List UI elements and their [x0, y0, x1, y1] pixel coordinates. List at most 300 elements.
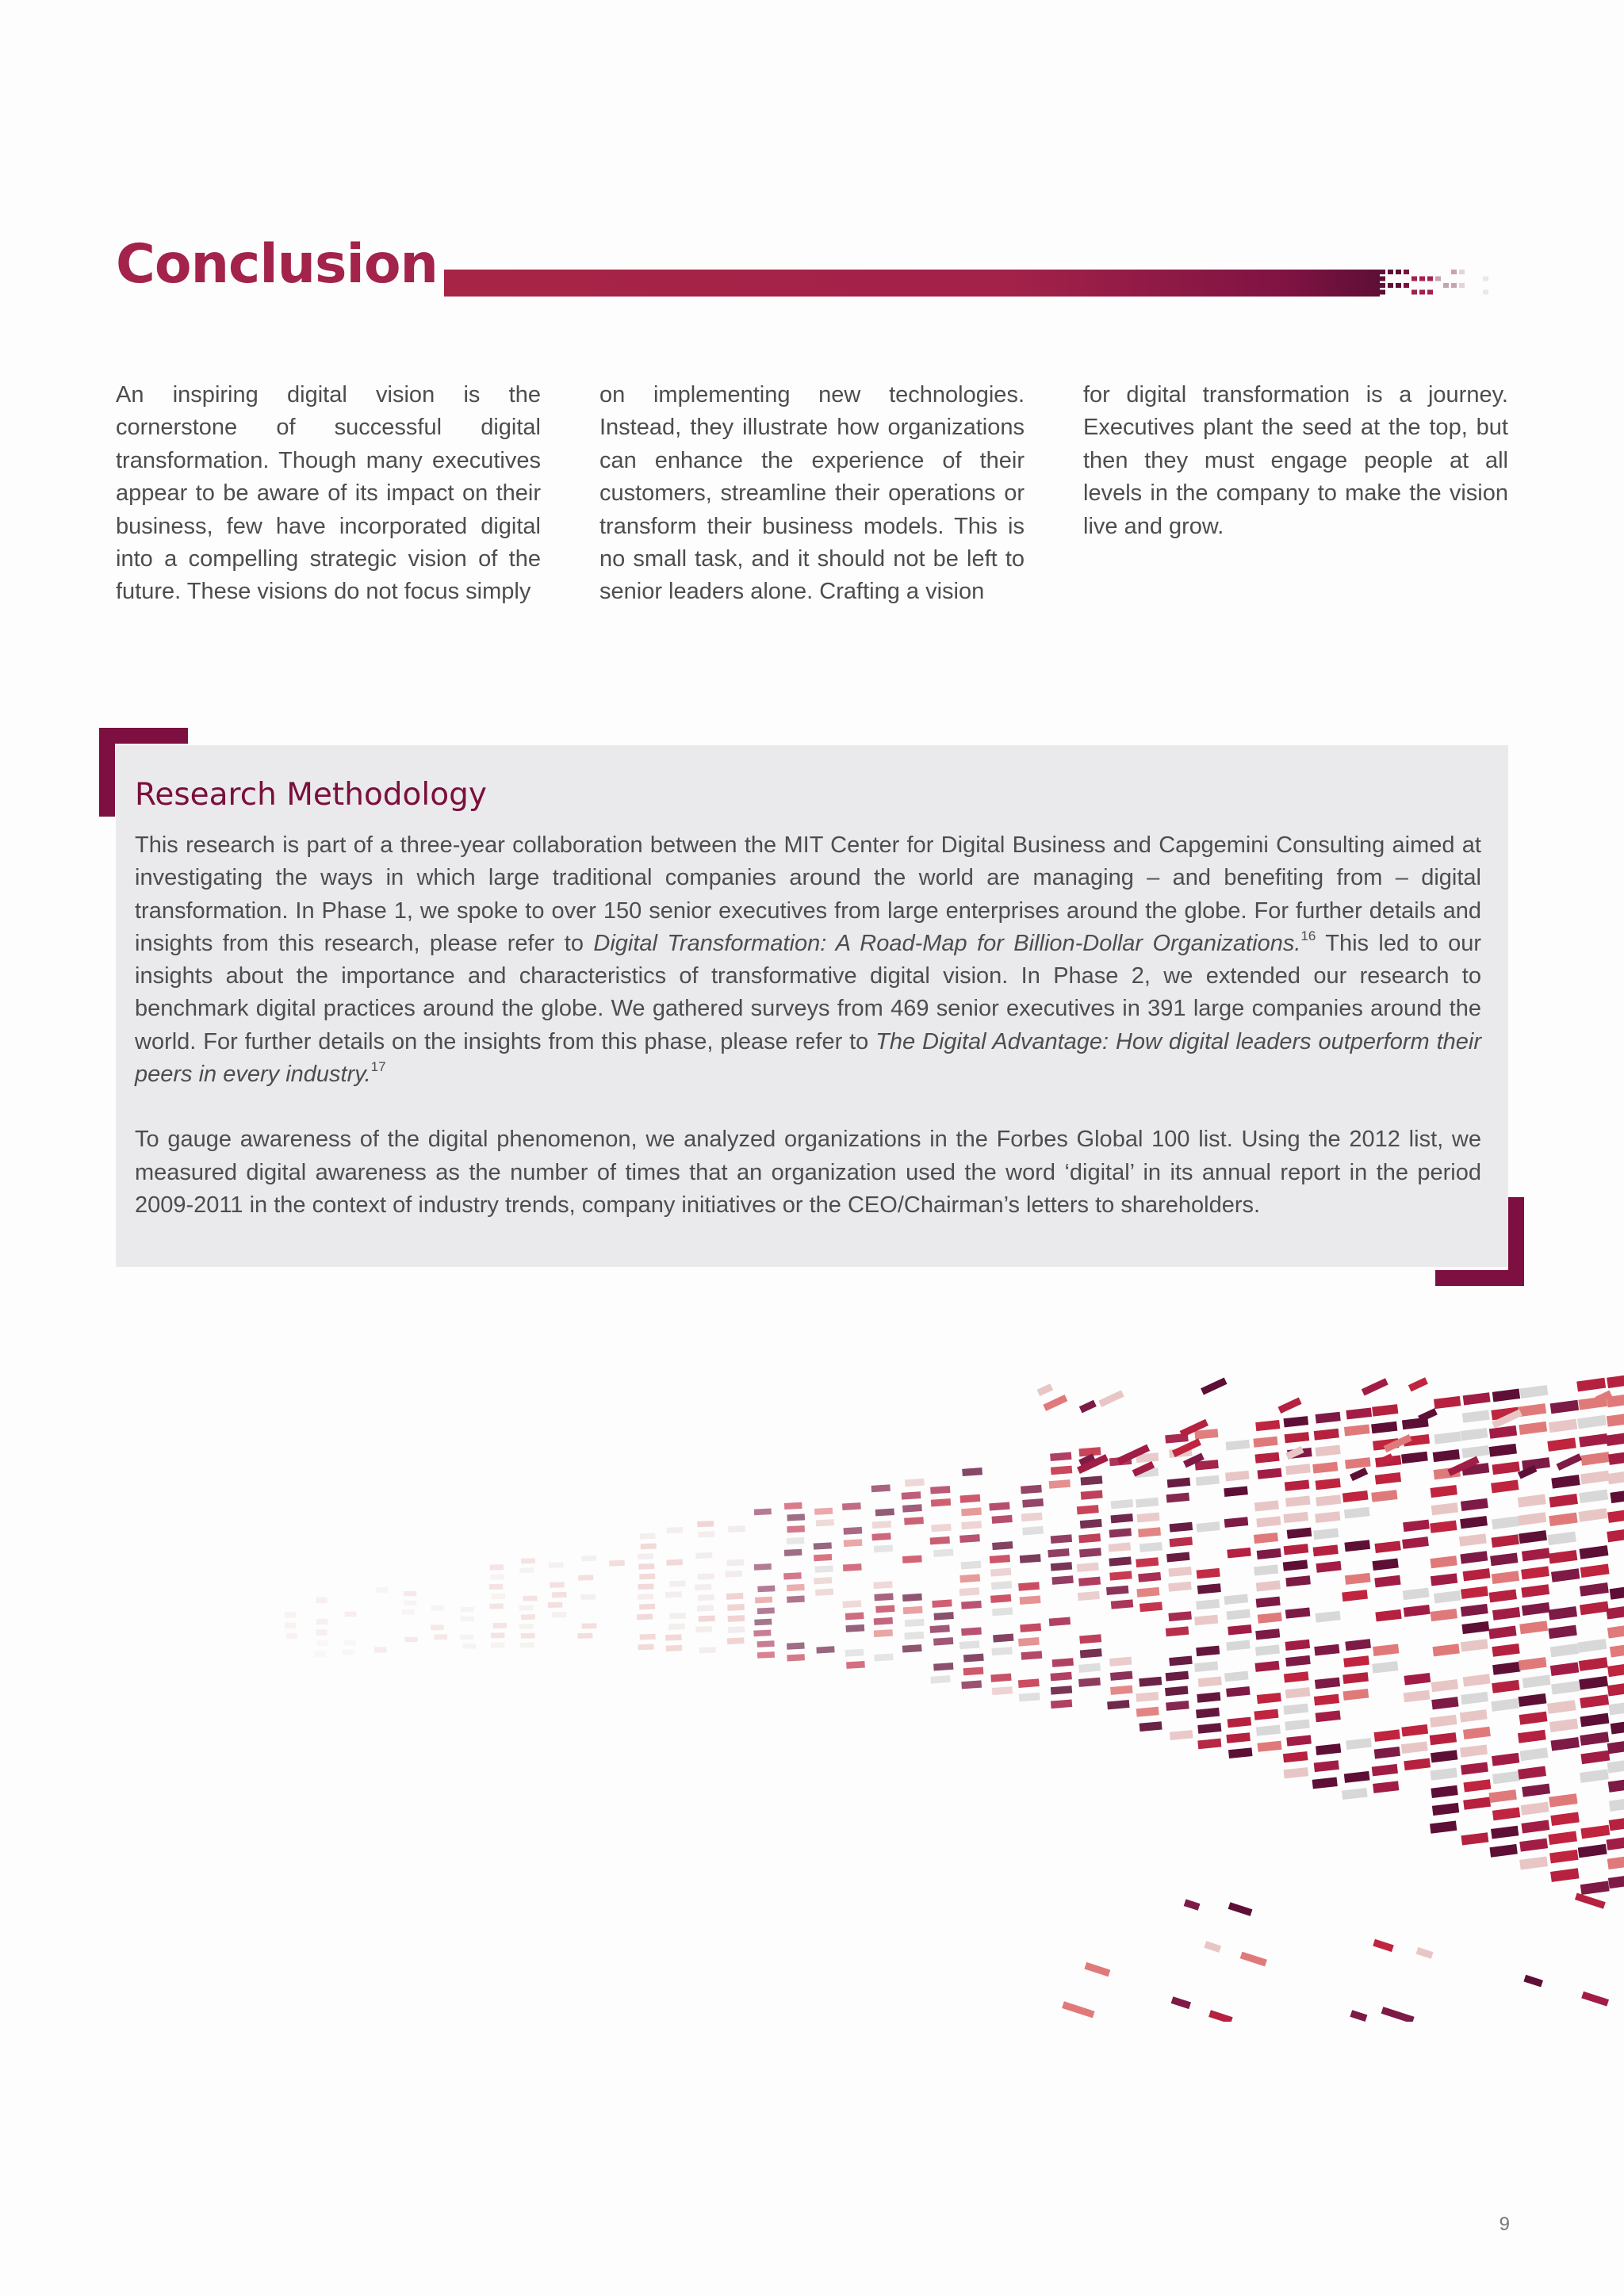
- wave-tile: [1461, 1621, 1489, 1634]
- wave-tile: [1287, 1528, 1312, 1539]
- wave-tile: [1165, 1686, 1189, 1696]
- wave-tile: [1461, 1832, 1489, 1845]
- wave-tile: [1342, 1788, 1368, 1800]
- wave-tile: [874, 1544, 893, 1552]
- wave-tile: [460, 1635, 473, 1640]
- wave-tile: [1107, 1700, 1129, 1709]
- wave-tile: [933, 1637, 953, 1645]
- wave-tile: [932, 1599, 952, 1607]
- wave-tile: [1522, 1674, 1551, 1688]
- wave-tile: [1198, 1676, 1222, 1687]
- wave-tile: [1256, 1725, 1281, 1736]
- wave-tile: [1168, 1567, 1192, 1577]
- wave-tile: [1224, 1486, 1248, 1497]
- wave-tile: [1607, 1624, 1624, 1638]
- wave-tile: [1049, 1479, 1071, 1489]
- wave-tile: [1403, 1588, 1430, 1601]
- wave-tile: [933, 1612, 953, 1620]
- wave-tile: [489, 1603, 504, 1609]
- wave-fleck: [1043, 1395, 1067, 1411]
- wave-fleck: [1228, 1902, 1253, 1916]
- wave-tile: [1547, 1437, 1576, 1452]
- wave-tile: [757, 1586, 775, 1593]
- wave-tile: [1431, 1609, 1457, 1621]
- wave-tile: [1020, 1595, 1041, 1605]
- wave-tile: [1051, 1686, 1072, 1695]
- wave-tile: [787, 1643, 805, 1650]
- wave-tile: [1285, 1655, 1311, 1667]
- wave-tile: [875, 1509, 894, 1517]
- title-rule: [444, 270, 1380, 297]
- wave-tile: [1492, 1662, 1520, 1675]
- wave-tile: [1372, 1404, 1398, 1417]
- wave-tile: [1490, 1844, 1518, 1858]
- wave-tile: [1431, 1697, 1458, 1709]
- wave-tile: [1609, 1816, 1624, 1831]
- wave-tile: [1579, 1545, 1608, 1559]
- wave-tile: [1460, 1744, 1488, 1757]
- wave-tile: [461, 1607, 474, 1613]
- wave-tile: [1549, 1718, 1578, 1732]
- wave-tile: [1518, 1730, 1546, 1743]
- pixel-tile: [1380, 290, 1385, 295]
- wave-tile: [1580, 1881, 1610, 1895]
- wave-tile: [961, 1627, 982, 1636]
- wave-tile: [1285, 1432, 1310, 1443]
- wave-tile: [992, 1607, 1013, 1616]
- pixel-tile: [1411, 290, 1417, 295]
- wave-tile: [1313, 1544, 1339, 1556]
- wave-tile: [695, 1552, 712, 1559]
- decorative-pixel-wave: [270, 1372, 1624, 2022]
- wave-tile: [963, 1667, 984, 1675]
- wave-tile: [1312, 1777, 1338, 1789]
- wave-tile: [845, 1613, 864, 1621]
- wave-tile: [1580, 1694, 1609, 1709]
- wave-tile: [1606, 1432, 1624, 1446]
- wave-tile: [1607, 1758, 1624, 1773]
- wave-tile: [1430, 1715, 1457, 1728]
- wave-tile: [1255, 1661, 1280, 1672]
- wave-tile: [961, 1561, 982, 1570]
- wave-tile: [992, 1686, 1013, 1695]
- wave-tile: [1374, 1575, 1400, 1588]
- wave-tile: [1020, 1554, 1041, 1563]
- wave-tile: [1519, 1839, 1548, 1852]
- wave-tile: [1315, 1445, 1340, 1457]
- wave-tile: [462, 1644, 476, 1649]
- wave-tile: [1607, 1470, 1624, 1484]
- methodology-paragraph-2: To gauge awareness of the digital phenomenon, we analyzed organizations in the Forbes Global 100 list. Using the 2012 list, we measured digital awareness as the number of times that an organization used the word ‘digital’ in its annual report in the period 2009-2011 in the context of industry trends, company initiatives or the CEO/Chairman’s letters to shareholders.: [135, 1127, 1481, 1218]
- wave-tile: [902, 1491, 921, 1499]
- wave-tile: [1312, 1462, 1338, 1474]
- wave-tile: [1136, 1587, 1159, 1598]
- wave-tile: [548, 1602, 563, 1608]
- wave-tile: [489, 1584, 504, 1590]
- wave-tile: [1550, 1644, 1579, 1658]
- wave-tile: [1492, 1808, 1520, 1821]
- wave-tile: [1316, 1710, 1341, 1722]
- wave-tile: [1197, 1739, 1221, 1750]
- wave-tile: [1404, 1758, 1431, 1771]
- wave-tile: [1166, 1701, 1189, 1711]
- citation-digital-advantage: The Digital Advantage: How digital leaders outperform their peers in every industry.: [135, 1028, 1481, 1088]
- wave-tile: [1079, 1634, 1101, 1644]
- wave-tile: [578, 1575, 593, 1580]
- wave-fleck: [1098, 1390, 1124, 1406]
- wave-tile: [1283, 1559, 1308, 1571]
- wave-tile: [1460, 1709, 1488, 1722]
- wave-tile: [1607, 1374, 1624, 1388]
- page-title: Conclusion: [116, 233, 438, 296]
- wave-tile: [757, 1651, 775, 1659]
- wave-tile: [639, 1574, 655, 1580]
- wave-tile: [1344, 1507, 1370, 1519]
- wave-tile: [1547, 1700, 1576, 1714]
- methodology-text: This research is part of a three-year collaboration between the MIT Center for Digital Business and Capgemini Consulting aimed at investigating the ways in which large traditional companies around the world are managing – and benefiting from – digital transformation. In Phase 1, we spoke to over 150 senior executives from large enterprises around the globe. For further details and insights from this research, please refer to: [135, 832, 1481, 956]
- wave-tile: [1078, 1577, 1101, 1586]
- wave-tile: [1402, 1536, 1429, 1549]
- wave-tile: [1018, 1637, 1040, 1647]
- wave-tile: [1430, 1821, 1457, 1834]
- wave-tile: [904, 1632, 924, 1640]
- wave-tile: [1520, 1747, 1549, 1761]
- wave-tile: [1432, 1803, 1459, 1816]
- wave-tile: [1431, 1502, 1458, 1515]
- wave-tile: [1139, 1601, 1162, 1612]
- wave-tile: [1078, 1678, 1101, 1687]
- wave-tile: [1580, 1452, 1610, 1466]
- wave-tile: [990, 1674, 1011, 1682]
- wave-tile: [1551, 1681, 1580, 1695]
- wave-tile: [1492, 1571, 1519, 1584]
- wave-tile: [1433, 1449, 1460, 1462]
- wave-tile: [523, 1596, 537, 1601]
- wave-tile: [1285, 1607, 1311, 1618]
- wave-tile: [1489, 1425, 1517, 1439]
- wave-tile: [1196, 1475, 1220, 1487]
- wave-tile: [873, 1581, 892, 1589]
- wave-tile: [1577, 1639, 1607, 1653]
- pixel-tile: [1388, 270, 1393, 274]
- wave-tile: [959, 1587, 980, 1596]
- wave-tile: [1048, 1548, 1069, 1558]
- wave-tile: [668, 1624, 685, 1630]
- wave-tile: [1196, 1599, 1220, 1610]
- wave-tile: [1226, 1732, 1251, 1743]
- wave-tile: [1492, 1607, 1520, 1621]
- wave-tile: [1375, 1609, 1401, 1622]
- wave-tile: [1607, 1836, 1624, 1850]
- wave-tile: [1579, 1433, 1608, 1448]
- wave-tile: [1374, 1729, 1400, 1742]
- wave-tile: [1226, 1686, 1251, 1697]
- wave-tile: [1550, 1737, 1579, 1751]
- wave-tile: [757, 1640, 775, 1647]
- wave-tile: [1491, 1534, 1519, 1548]
- wave-tile: [698, 1594, 714, 1601]
- wave-tile: [1050, 1672, 1071, 1682]
- wave-tile: [552, 1592, 567, 1598]
- wave-tile: [1228, 1747, 1253, 1758]
- wave-tile: [1580, 1769, 1609, 1783]
- wave-tile: [345, 1612, 357, 1617]
- wave-tile: [1285, 1640, 1310, 1651]
- wave-fleck: [1062, 2001, 1094, 2018]
- wave-tile: [787, 1584, 805, 1591]
- wave-tile: [903, 1606, 923, 1614]
- wave-tile: [728, 1615, 745, 1622]
- pixel-tile: [1459, 270, 1465, 274]
- wave-tile: [1463, 1392, 1491, 1405]
- wave-fleck: [1381, 2007, 1415, 2022]
- wave-fleck: [1201, 1377, 1227, 1395]
- wave-tile: [1461, 1639, 1488, 1651]
- wave-tile: [1168, 1611, 1192, 1621]
- wave-tile: [1257, 1548, 1281, 1559]
- wave-tile: [961, 1601, 982, 1609]
- wave-fleck: [1581, 1992, 1609, 2007]
- wave-tile: [990, 1594, 1011, 1603]
- pixel-tile: [1435, 277, 1441, 281]
- wave-tile: [787, 1596, 805, 1603]
- wave-tile: [286, 1633, 297, 1639]
- wave-tile: [665, 1591, 682, 1598]
- wave-tile: [933, 1549, 953, 1557]
- wave-tile: [1578, 1844, 1607, 1858]
- wave-tile: [1050, 1452, 1071, 1461]
- wave-tile: [1371, 1490, 1397, 1502]
- wave-tile: [1166, 1626, 1189, 1636]
- wave-tile: [1611, 1720, 1624, 1734]
- wave-tile: [1314, 1694, 1339, 1706]
- wave-fleck: [1557, 1453, 1583, 1471]
- pixel-tile: [1404, 270, 1409, 274]
- wave-tile: [1197, 1521, 1220, 1533]
- wave-tile: [1518, 1766, 1546, 1779]
- wave-tile: [1492, 1389, 1520, 1402]
- wave-tile: [493, 1623, 508, 1628]
- wave-tile: [581, 1556, 596, 1561]
- wave-tile: [552, 1612, 567, 1617]
- wave-tile: [1608, 1778, 1624, 1793]
- wave-tile: [1166, 1552, 1190, 1563]
- wave-tile: [1374, 1540, 1400, 1553]
- wave-tile: [1521, 1802, 1549, 1816]
- wave-tile: [520, 1567, 534, 1573]
- pixel-tile: [1388, 283, 1393, 288]
- pixel-tile: [1451, 270, 1457, 274]
- wave-tile: [1228, 1717, 1252, 1728]
- wave-fleck: [1037, 1383, 1054, 1396]
- wave-tile: [1169, 1655, 1193, 1666]
- wave-tile: [871, 1533, 891, 1540]
- wave-tile: [1549, 1550, 1577, 1564]
- wave-tile: [1283, 1512, 1308, 1523]
- wave-tile: [1579, 1508, 1608, 1522]
- wave-tile: [1197, 1723, 1221, 1734]
- wave-tile: [990, 1568, 1011, 1577]
- wave-tile: [1491, 1698, 1519, 1712]
- wave-tile: [1284, 1671, 1309, 1682]
- wave-tile: [699, 1616, 715, 1622]
- wave-tile: [1077, 1563, 1099, 1572]
- wave-tile: [1019, 1693, 1040, 1702]
- wave-tile: [1580, 1825, 1610, 1839]
- wave-tile: [519, 1605, 534, 1611]
- wave-tile: [1110, 1513, 1132, 1523]
- conclusion-column-2: on implementing new technologies. Instead, they illustrate how organizations can enhance the experience of their customers, streamline their operations or transform their business models. This is no small task, and it should not be left to senior leaders alone. Crafting a vision: [599, 382, 1025, 605]
- wave-tile: [1197, 1568, 1220, 1579]
- wave-tile: [843, 1563, 862, 1571]
- wave-tile: [1606, 1605, 1624, 1619]
- wave-tile: [1138, 1572, 1161, 1582]
- wave-tile: [753, 1630, 771, 1637]
- wave-tile: [1607, 1412, 1624, 1426]
- wave-tile: [641, 1543, 657, 1549]
- wave-tile: [1580, 1471, 1610, 1485]
- corner-bracket-top-left-vertical: [99, 728, 115, 817]
- wave-tile: [1549, 1419, 1577, 1433]
- wave-tile: [1463, 1727, 1491, 1739]
- wave-tile: [991, 1647, 1012, 1655]
- wave-tile: [1258, 1613, 1282, 1624]
- wave-tile: [1434, 1590, 1461, 1603]
- wave-tile: [990, 1555, 1010, 1563]
- wave-tile: [1431, 1573, 1457, 1586]
- wave-tile: [1226, 1440, 1251, 1451]
- wave-tile: [1254, 1533, 1278, 1544]
- wave-tile: [787, 1654, 805, 1661]
- wave-tile: [317, 1640, 329, 1647]
- wave-tile: [844, 1539, 863, 1547]
- wave-tile: [1431, 1485, 1457, 1498]
- wave-tile: [1079, 1548, 1101, 1557]
- wave-fleck: [1084, 1962, 1110, 1976]
- wave-tile: [1167, 1478, 1191, 1488]
- wave-tile: [1110, 1671, 1132, 1681]
- wave-tile: [1344, 1425, 1370, 1437]
- wave-tile: [1522, 1548, 1550, 1561]
- wave-tile: [1492, 1516, 1519, 1529]
- wave-tile: [1106, 1586, 1128, 1595]
- wave-tile: [1316, 1478, 1341, 1490]
- wave-tile: [1550, 1663, 1579, 1677]
- wave-tile: [959, 1574, 980, 1582]
- wave-tile: [1257, 1468, 1281, 1479]
- pixel-tile: [1396, 283, 1401, 288]
- wave-tile: [1610, 1585, 1624, 1599]
- wave-tile: [638, 1583, 653, 1590]
- wave-tile: [1431, 1750, 1457, 1762]
- wave-tile: [1519, 1693, 1547, 1707]
- wave-tile: [1283, 1704, 1308, 1715]
- wave-fleck: [1079, 1400, 1097, 1414]
- wave-tile: [638, 1563, 654, 1570]
- wave-fleck: [1575, 1893, 1606, 1909]
- wave-tile: [1430, 1556, 1457, 1568]
- wave-tile: [1489, 1444, 1517, 1457]
- wave-tile: [874, 1654, 893, 1662]
- wave-tile: [519, 1624, 534, 1629]
- wave-tile: [1580, 1751, 1610, 1765]
- wave-tile: [1518, 1512, 1546, 1525]
- wave-tile: [875, 1605, 894, 1613]
- wave-tile: [930, 1675, 950, 1683]
- wave-tile: [699, 1647, 716, 1653]
- wave-tile: [1577, 1415, 1607, 1429]
- wave-tile: [1431, 1768, 1457, 1781]
- wave-tile: [1519, 1530, 1547, 1544]
- wave-tile: [1136, 1692, 1159, 1702]
- wave-tile: [1285, 1479, 1310, 1490]
- wave-tile: [1549, 1494, 1578, 1508]
- wave-tile: [1519, 1422, 1547, 1435]
- wave-tile: [1520, 1385, 1549, 1399]
- wave-tile: [1136, 1707, 1159, 1717]
- wave-tile: [521, 1558, 535, 1563]
- wave-tile: [1463, 1568, 1491, 1581]
- wave-tile: [1549, 1793, 1577, 1808]
- wave-tile: [402, 1609, 415, 1615]
- wave-tile: [1343, 1655, 1369, 1667]
- wave-tile: [669, 1580, 686, 1586]
- wave-tile: [1256, 1597, 1281, 1608]
- wave-tile: [1373, 1781, 1399, 1793]
- wave-tile: [1374, 1747, 1400, 1759]
- page-number: 9: [1499, 2214, 1510, 2235]
- wave-tile: [638, 1553, 653, 1559]
- wave-tile: [435, 1634, 448, 1640]
- wave-tile: [1459, 1533, 1487, 1546]
- wave-tile: [1492, 1771, 1520, 1785]
- wave-tile: [1166, 1493, 1190, 1503]
- wave-tile: [1490, 1552, 1518, 1566]
- wave-tile: [814, 1577, 832, 1584]
- wave-tile: [961, 1507, 982, 1516]
- wave-tile: [784, 1502, 802, 1510]
- wave-tile: [1576, 1378, 1606, 1392]
- wave-tile: [1488, 1625, 1516, 1639]
- wave-tile: [640, 1634, 656, 1640]
- wave-tile: [695, 1626, 712, 1632]
- wave-tile: [846, 1661, 865, 1669]
- wave-tile: [667, 1527, 684, 1533]
- wave-tile: [1080, 1648, 1102, 1658]
- wave-tile: [1254, 1500, 1279, 1511]
- wave-tile: [638, 1594, 653, 1600]
- wave-tile: [1111, 1599, 1133, 1609]
- wave-tile: [520, 1643, 534, 1648]
- wave-tile: [1521, 1584, 1549, 1598]
- wave-tile: [669, 1613, 686, 1619]
- wave-tile: [726, 1559, 744, 1567]
- wave-tile: [933, 1663, 953, 1670]
- wave-tile: [492, 1594, 506, 1599]
- wave-tile: [1169, 1536, 1193, 1547]
- wave-tile: [638, 1644, 654, 1651]
- wave-tile: [285, 1623, 296, 1628]
- wave-tile: [1519, 1856, 1548, 1869]
- wave-tile: [697, 1521, 714, 1527]
- wave-tile: [728, 1525, 745, 1533]
- wave-tile: [1196, 1646, 1220, 1657]
- wave-tile: [1285, 1464, 1311, 1475]
- wave-tile: [1404, 1673, 1431, 1686]
- pixel-tile: [1483, 290, 1488, 295]
- wave-tile: [1078, 1591, 1100, 1601]
- wave-tile: [1461, 1692, 1488, 1705]
